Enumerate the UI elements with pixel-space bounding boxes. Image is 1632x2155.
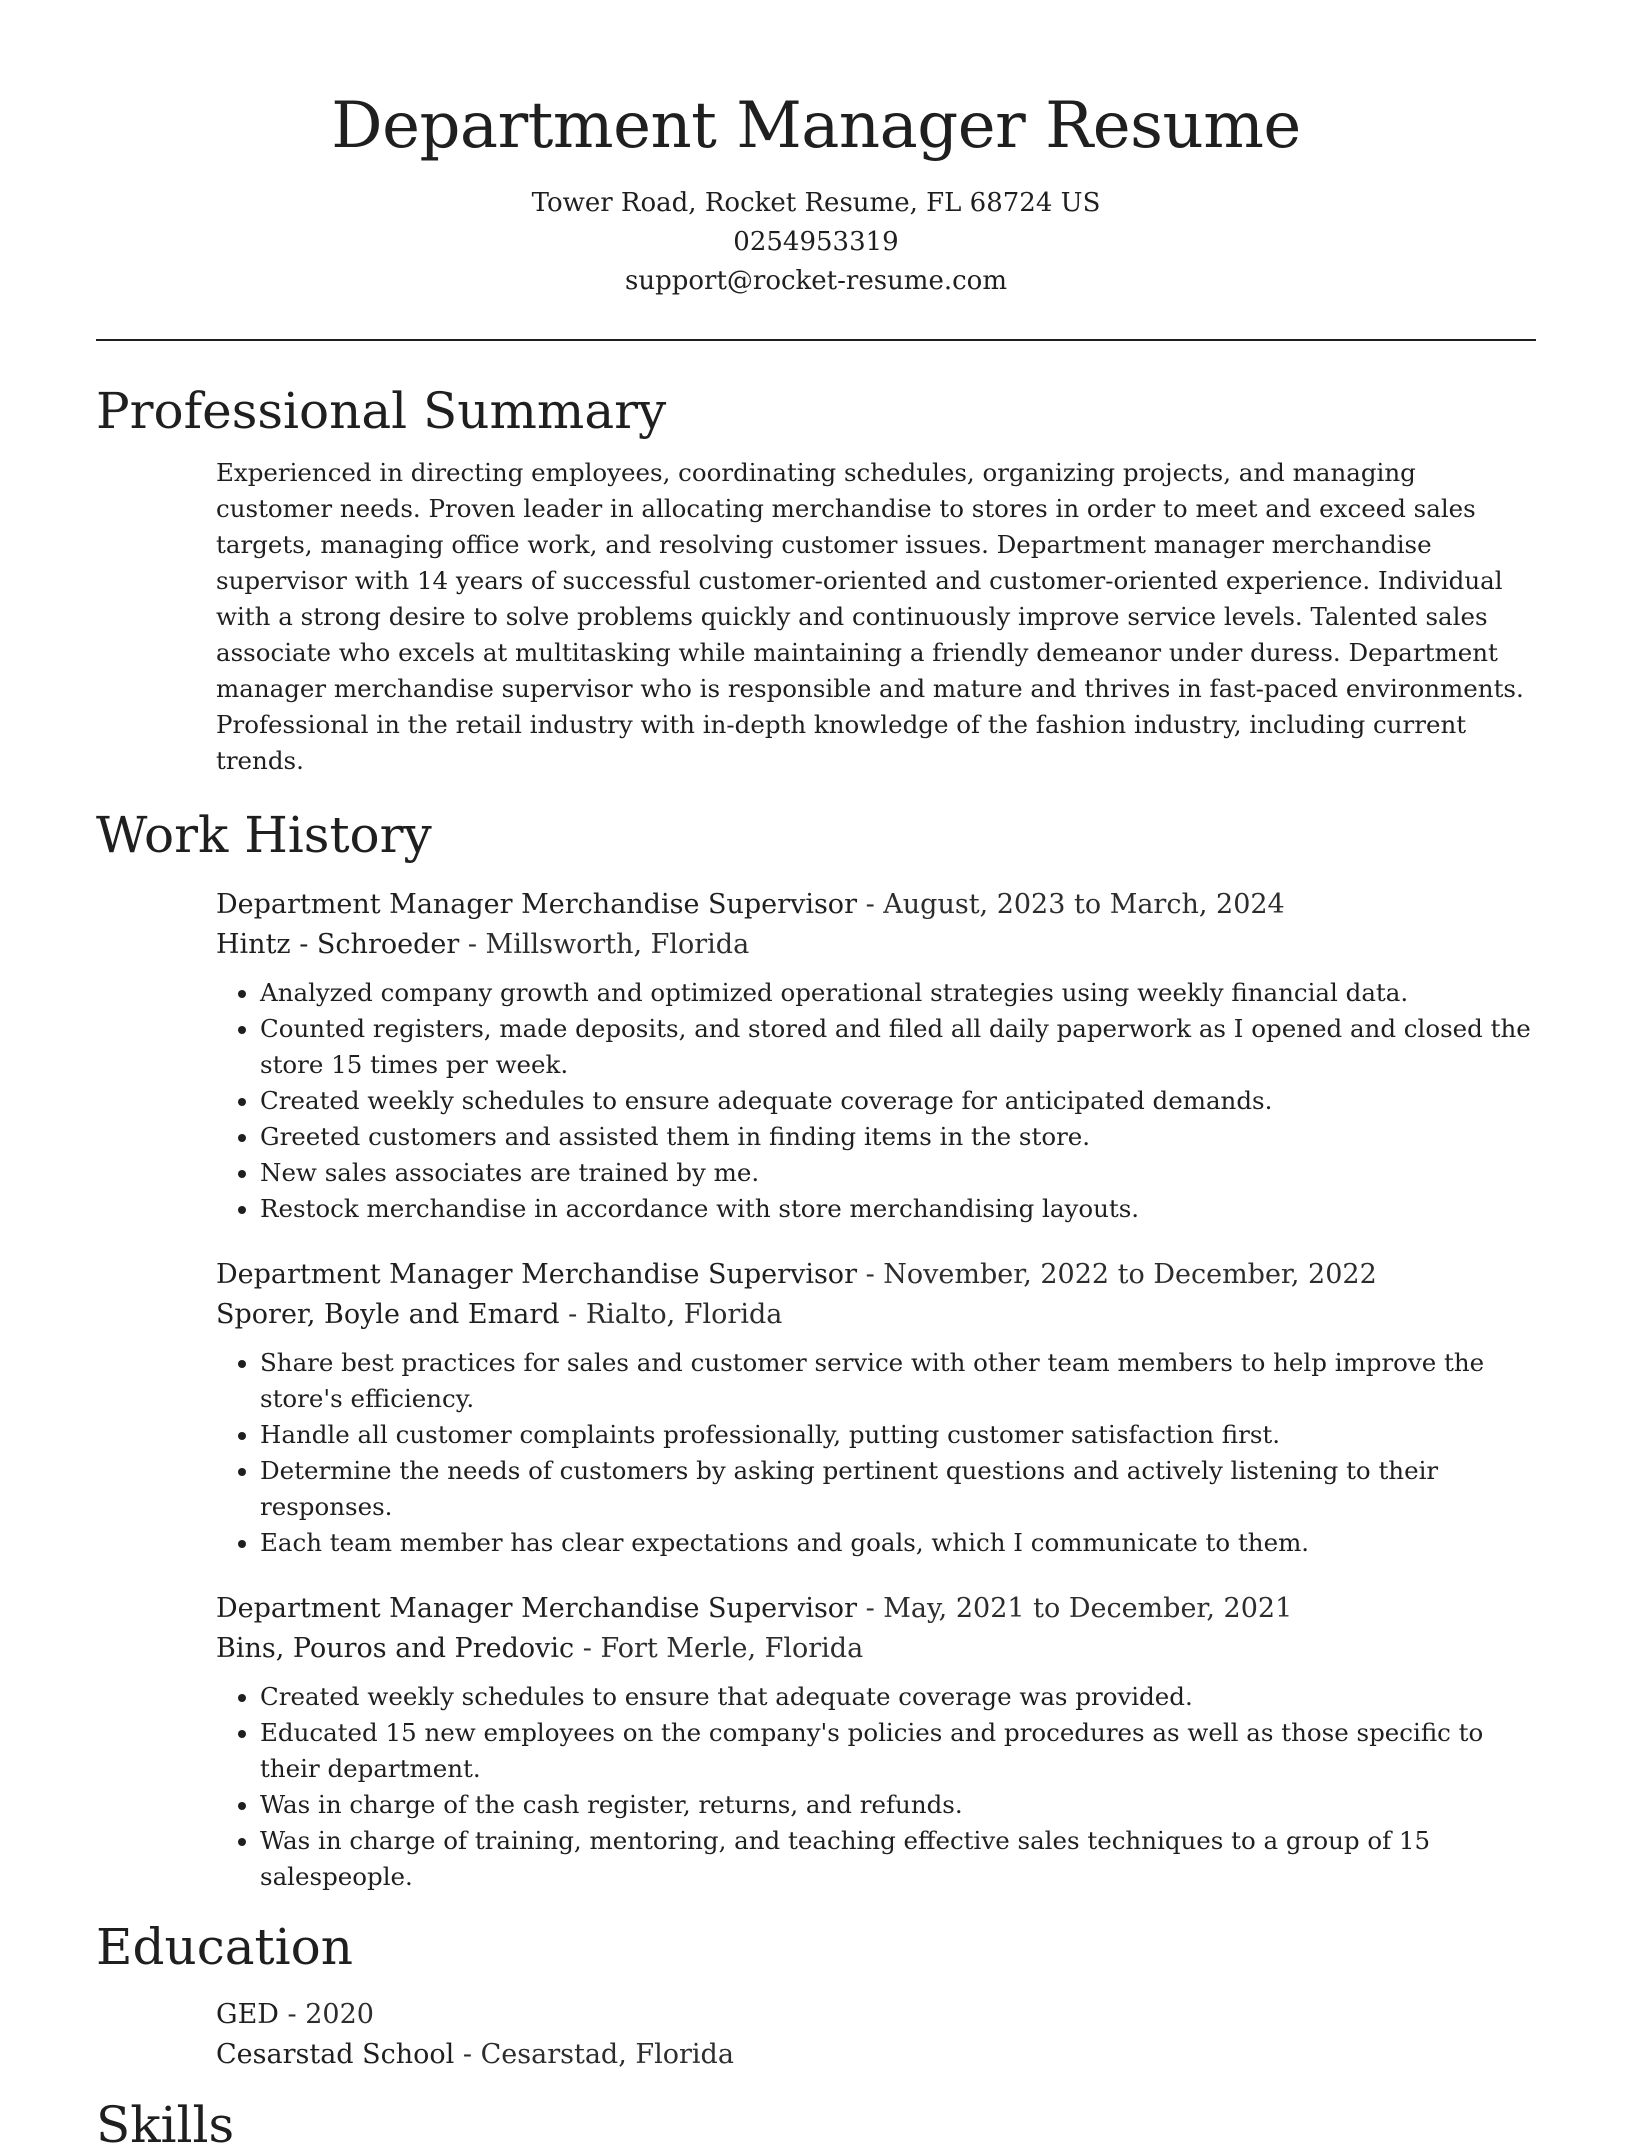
- list-item: • Educated 15 new employees on the company's policies and procedures as well as those specific to their department.: [260, 1715, 1536, 1787]
- professional-summary-section: [96, 381, 1536, 779]
- list-item: • Greeted customers and assisted them in finding items in the store.: [260, 1119, 1536, 1155]
- job-bullets: [216, 1345, 1536, 1561]
- education-degree: GED: [216, 1999, 279, 2030]
- list-item: • Share best practices for sales and customer service with other team members to help improve the store's efficiency.: [260, 1345, 1536, 1417]
- education-location: - Cesarstad, Florida: [454, 2039, 734, 2070]
- work-history-section: [96, 805, 1536, 1895]
- resume-page: [96, 0, 1536, 2155]
- section-heading-skills: Skills: [96, 2096, 235, 2154]
- job-dates: - November, 2022 to December, 2022: [856, 1259, 1377, 1290]
- job-title-line: [216, 885, 1536, 925]
- education-body: [216, 1995, 1536, 2075]
- job-company-line: [216, 1295, 1536, 1335]
- header-divider: [96, 339, 1536, 341]
- job-title: Department Manager Merchandise Supervisor: [216, 1259, 857, 1290]
- work-body: [216, 885, 1536, 1895]
- job-title-line: [216, 1589, 1536, 1629]
- contact-email: support@rocket-resume.com: [624, 266, 1007, 296]
- list-item: • Restock merchandise in accordance with store merchandising layouts.: [260, 1191, 1536, 1227]
- section-heading-summary: Professional Summary: [96, 382, 667, 440]
- summary-text: Experienced in directing employees, coordinating schedules, organizing projects, and managing customer needs. Proven leader in allocating merchandise to stores in order to meet and exceed sales targets, managing office work, and resolving customer issues. Department manager merchandise supervisor with 14 years of successful customer-oriented and customer-oriented experience. Individual with a strong desire to solve problems quickly and continuously improve service levels. Talented sales associate who excels at multitasking while maintaining a friendly demeanor under duress. Department manager merchandise supervisor who is responsible and mature and thrives in fast-paced environments. Professional in the retail industry with in-depth knowledge of the fashion industry, including current trends.: [216, 458, 1524, 775]
- job-entry: [216, 1589, 1536, 1895]
- job-title: Department Manager Merchandise Supervisor: [216, 889, 857, 920]
- job-company: Bins, Pouros and Predovic: [216, 1633, 575, 1664]
- job-company-line: [216, 925, 1536, 965]
- job-company-line: [216, 1629, 1536, 1669]
- list-item: • Created weekly schedules to ensure adequate coverage for anticipated demands.: [260, 1083, 1536, 1119]
- job-title: Department Manager Merchandise Supervisor: [216, 1593, 857, 1624]
- skills-section: [96, 2095, 1536, 2155]
- list-item: • Was in charge of training, mentoring, and teaching effective sales techniques to a group of 15 salespeople.: [260, 1823, 1536, 1895]
- resume-title: Department Manager Resume: [331, 89, 1301, 163]
- list-item: • Was in charge of the cash register, returns, and refunds.: [260, 1787, 1536, 1823]
- list-item: • Created weekly schedules to ensure that adequate coverage was provided.: [260, 1679, 1536, 1715]
- education-school-line: [216, 2035, 1536, 2075]
- list-item: • New sales associates are trained by me.: [260, 1155, 1536, 1191]
- job-location: - Fort Merle, Florida: [574, 1633, 864, 1664]
- section-heading-education: Education: [96, 1918, 353, 1976]
- job-location: - Rialto, Florida: [559, 1299, 783, 1330]
- contact-address: Tower Road, Rocket Resume, FL 68724 US: [531, 188, 1101, 218]
- job-dates: - August, 2023 to March, 2024: [856, 889, 1285, 920]
- job-dates: - May, 2021 to December, 2021: [856, 1593, 1293, 1624]
- education-section: [96, 1917, 1536, 2075]
- job-entry: [216, 885, 1536, 1227]
- list-item: • Analyzed company growth and optimized operational strategies using weekly financial data.: [260, 975, 1536, 1011]
- education-year: - 2020: [278, 1999, 374, 2030]
- resume-header: [96, 0, 1536, 301]
- summary-body: [216, 455, 1536, 779]
- list-item: • Determine the needs of customers by asking pertinent questions and actively listening to their responses.: [260, 1453, 1536, 1525]
- job-company: Hintz - Schroeder: [216, 929, 460, 960]
- section-heading-work: Work History: [96, 806, 432, 864]
- job-bullets: [216, 1679, 1536, 1895]
- job-bullets: [216, 975, 1536, 1227]
- list-item: • Handle all customer complaints professionally, putting customer satisfaction first.: [260, 1417, 1536, 1453]
- job-location: - Millsworth, Florida: [459, 929, 750, 960]
- education-school: Cesarstad School: [216, 2039, 455, 2070]
- list-item: • Counted registers, made deposits, and stored and filed all daily paperwork as I opened and closed the store 15 times per week.: [260, 1011, 1536, 1083]
- job-title-line: [216, 1255, 1536, 1295]
- education-degree-line: [216, 1995, 1536, 2035]
- job-company: Sporer, Boyle and Emard: [216, 1299, 560, 1330]
- contact-phone: 0254953319: [733, 227, 899, 257]
- list-item: • Each team member has clear expectations and goals, which I communicate to them.: [260, 1525, 1536, 1561]
- job-entry: [216, 1255, 1536, 1561]
